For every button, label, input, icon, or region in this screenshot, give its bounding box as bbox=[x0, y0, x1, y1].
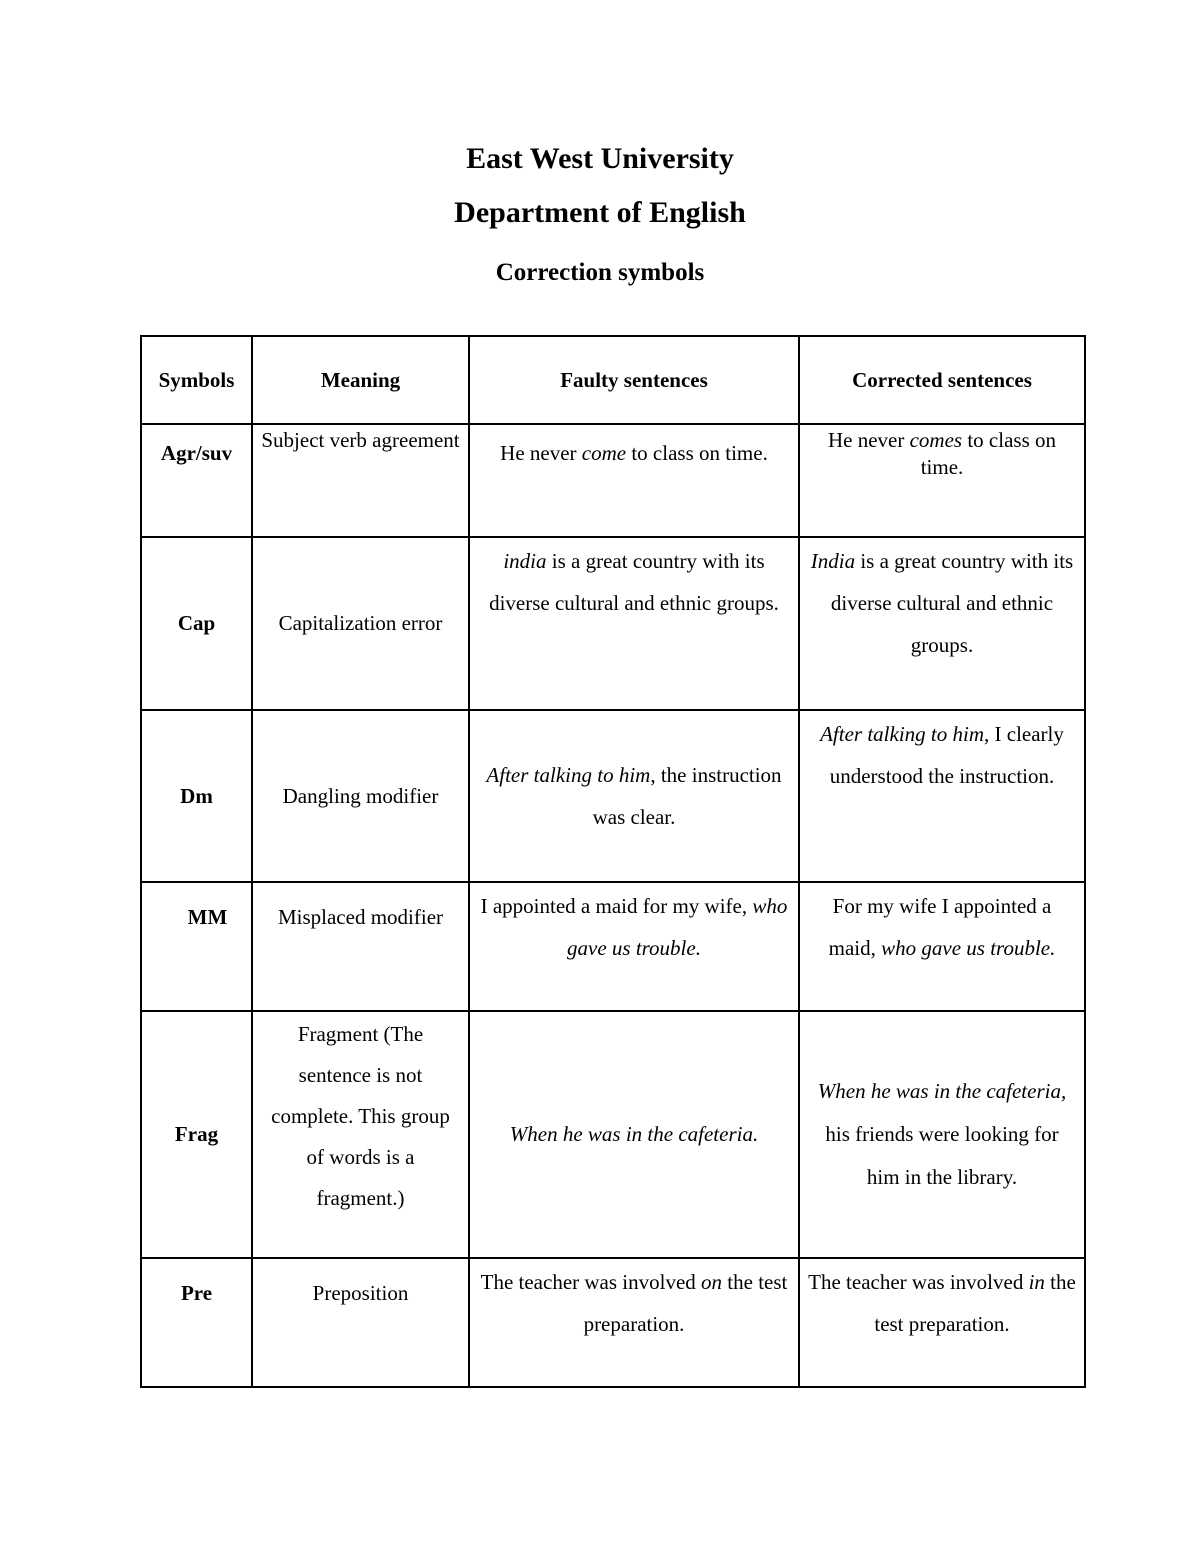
faulty-text: The teacher was involved bbox=[480, 1270, 702, 1294]
faulty-emphasis: come bbox=[581, 441, 627, 465]
corrected-cell bbox=[799, 1011, 1085, 1258]
symbol-cell: Cap bbox=[141, 537, 252, 710]
corrected-cell bbox=[799, 1258, 1085, 1387]
faulty-text: to class on time. bbox=[626, 441, 768, 465]
corrected-text: , I clearly understood the instruction. bbox=[829, 722, 1064, 788]
meaning-cell: Fragment (The sentence is not complete. This group of words is a fragment.) bbox=[252, 1011, 469, 1258]
faulty-cell bbox=[469, 1011, 799, 1258]
meaning-cell: Subject verb agreement bbox=[252, 424, 469, 537]
faulty-cell bbox=[469, 537, 799, 710]
faulty-emphasis: After talking to him bbox=[486, 763, 651, 787]
faulty-cell bbox=[469, 1258, 799, 1387]
corrected-text: The teacher was involved bbox=[808, 1270, 1029, 1294]
corrected-emphasis: When he was in the cafeteria, bbox=[817, 1079, 1067, 1103]
faulty-text: He never bbox=[500, 441, 582, 465]
corrected-emphasis: After talking to him bbox=[820, 722, 985, 746]
corrected-text: the test preparation. bbox=[874, 1270, 1076, 1336]
faulty-cell bbox=[469, 882, 799, 1011]
column-header-meaning: Meaning bbox=[252, 336, 469, 424]
table-row bbox=[141, 882, 1085, 1011]
faulty-text: , the instruction was clear. bbox=[592, 763, 782, 829]
corrected-text: to class on time. bbox=[920, 428, 1056, 479]
symbol-cell: MM bbox=[141, 882, 252, 1011]
table-row bbox=[141, 424, 1085, 537]
faulty-cell bbox=[469, 424, 799, 537]
symbol-cell: Frag bbox=[141, 1011, 252, 1258]
meaning-cell: Misplaced modifier bbox=[252, 882, 469, 1011]
corrected-text: his friends were looking for him in the library. bbox=[825, 1122, 1059, 1189]
symbol-cell: Dm bbox=[141, 710, 252, 882]
faulty-emphasis: on bbox=[701, 1270, 723, 1294]
corrected-emphasis: comes bbox=[909, 428, 963, 452]
corrected-text: He never bbox=[827, 428, 910, 452]
meaning-cell: Capitalization error bbox=[252, 537, 469, 710]
table-header-row bbox=[141, 336, 1085, 424]
corrected-emphasis: who gave us trouble. bbox=[881, 936, 1056, 960]
column-header-faulty: Faulty sentences bbox=[469, 336, 799, 424]
table-row bbox=[141, 1011, 1085, 1258]
corrected-cell bbox=[799, 537, 1085, 710]
page-subtitle: Correction symbols bbox=[495, 259, 705, 286]
column-header-symbols: Symbols bbox=[141, 336, 252, 424]
faulty-emphasis: When he was in the cafeteria. bbox=[509, 1122, 759, 1146]
faulty-text: is a great country with its diverse cultural and ethnic groups. bbox=[489, 549, 779, 615]
table-row bbox=[141, 710, 1085, 882]
corrected-emphasis: in bbox=[1028, 1270, 1045, 1294]
corrected-text: For my wife I appointed a maid, bbox=[828, 894, 1052, 960]
faulty-emphasis: who gave us trouble. bbox=[567, 894, 788, 960]
table-row bbox=[141, 1258, 1085, 1387]
faulty-emphasis: india bbox=[503, 549, 547, 573]
symbol-cell: Pre bbox=[141, 1258, 252, 1387]
column-header-corrected: Corrected sentences bbox=[799, 336, 1085, 424]
table-row bbox=[141, 537, 1085, 710]
faulty-text: I appointed a maid for my wife, bbox=[480, 894, 753, 918]
correction-symbols-table bbox=[140, 335, 1086, 1388]
corrected-cell bbox=[799, 710, 1085, 882]
university-title: East West University bbox=[466, 142, 734, 175]
corrected-text: is a great country with its diverse cultural and ethnic groups. bbox=[830, 549, 1074, 657]
corrected-cell bbox=[799, 882, 1085, 1011]
faulty-text: the test preparation. bbox=[583, 1270, 788, 1336]
meaning-cell: Dangling modifier bbox=[252, 710, 469, 882]
corrected-emphasis: India bbox=[810, 549, 856, 573]
faulty-cell bbox=[469, 710, 799, 882]
corrected-cell bbox=[799, 424, 1085, 537]
meaning-cell: Preposition bbox=[252, 1258, 469, 1387]
symbol-cell: Agr/suv bbox=[141, 424, 252, 537]
department-title: Department of English bbox=[454, 196, 746, 229]
